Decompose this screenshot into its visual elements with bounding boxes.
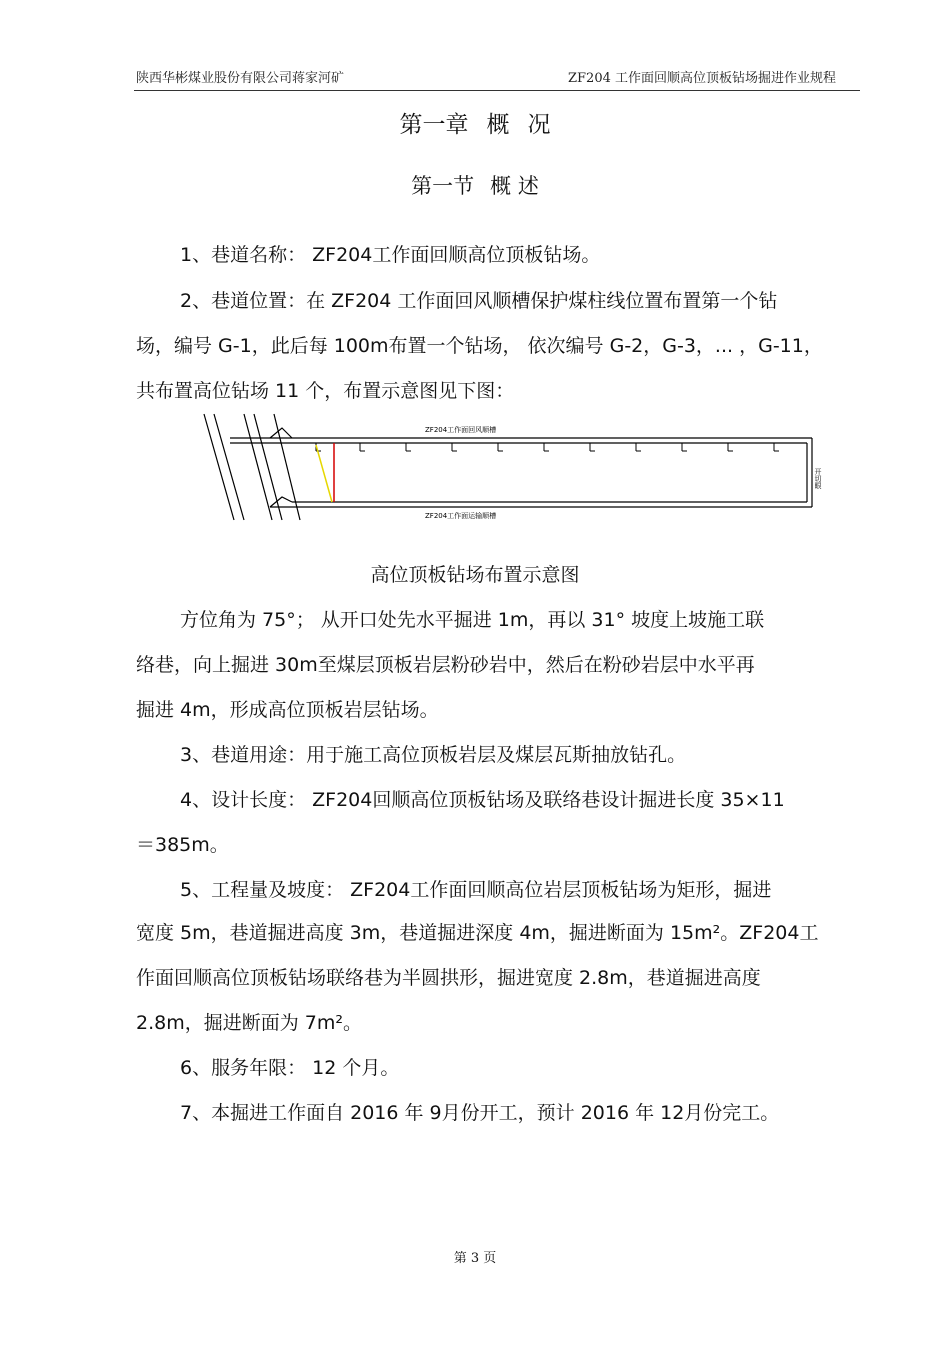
diagram-top-label: ZF204工作面回风顺槽 [425, 426, 497, 434]
item-5-line-3: 作面回顺高位顶板钻场联络巷为半圆拱形，掘进宽度 2.8m，巷道掘进高度 [136, 967, 761, 989]
item-7: 7、本掘进工作面自 2016 年 9月份开工，预计 2016 年 12月份完工。 [180, 1102, 780, 1124]
item-5-line-4: 2.8m，掘进断面为 7m²。 [136, 1012, 362, 1034]
header-company: 陕西华彬煤业股份有限公司蒋家河矿 [136, 71, 345, 86]
section-name: 概 述 [490, 174, 539, 198]
chapter-title-b: 况 [527, 112, 551, 138]
chapter-number: 第一章 [399, 112, 469, 138]
chapter-title [0, 106, 950, 139]
header-rule [134, 90, 860, 91]
item-5-line-1: 5、工程量及坡度： ZF204工作面回顺高位岩层顶板钻场为矩形，掘进 [180, 879, 772, 901]
page-number: 第 3 页 [453, 1251, 497, 1266]
item-5-line-2: 宽度 5m，巷道掘进高度 3m，巷道掘进深度 4m，掘进断面为 15m²。ZF204工 [136, 922, 819, 944]
azimuth-line-2: 络巷，向上掘进 30m至煤层顶板岩层粉砂岩中，然后在粉砂岩层中水平再 [136, 654, 755, 676]
header-doc-title: ZF204 工作面回顺高位顶板钻场掘进作业规程 [568, 71, 836, 86]
azimuth-line-3: 掘进 4m，形成高位顶板岩层钻场。 [136, 699, 439, 721]
azimuth-line-1: 方位角为 75°； 从开口处先水平掘进 1m，再以 31° 坡度上坡施工联 [180, 609, 765, 631]
item-2-line-3: 共布置高位钻场 11 个，布置示意图见下图： [136, 380, 515, 402]
item-4-line-2: ＝385m。 [136, 834, 229, 856]
item-2-line-1: 2、巷道位置：在 ZF204 工作面回风顺槽保护煤柱线位置布置第一个钻 [180, 290, 778, 312]
figure-caption: 高位顶板钻场布置示意图 [370, 564, 580, 586]
drill-site-layout-diagram [200, 410, 830, 525]
item-3: 3、巷道用途：用于施工高位顶板岩层及煤层瓦斯抽放钻孔。 [180, 744, 687, 766]
diagram-right-label: 开切眼 [814, 468, 822, 489]
section-number: 第一节 [411, 174, 475, 198]
item-4-line-1: 4、设计长度： ZF204回顺高位顶板钻场及联络巷设计掘进长度 35×11 [180, 789, 785, 811]
item-2-line-2: 场，编号 G-1，此后每 100m布置一个钻场， 依次编号 G-2，G-3，... ，G-11， [136, 335, 823, 357]
chapter-title-a: 概 [486, 112, 510, 138]
section-title [0, 170, 950, 200]
item-6: 6、服务年限： 12 个月。 [180, 1057, 400, 1079]
item-1: 1、巷道名称： ZF204工作面回顺高位顶板钻场。 [180, 244, 601, 266]
diagram-bottom-label: ZF204工作面运输顺槽 [425, 512, 497, 520]
